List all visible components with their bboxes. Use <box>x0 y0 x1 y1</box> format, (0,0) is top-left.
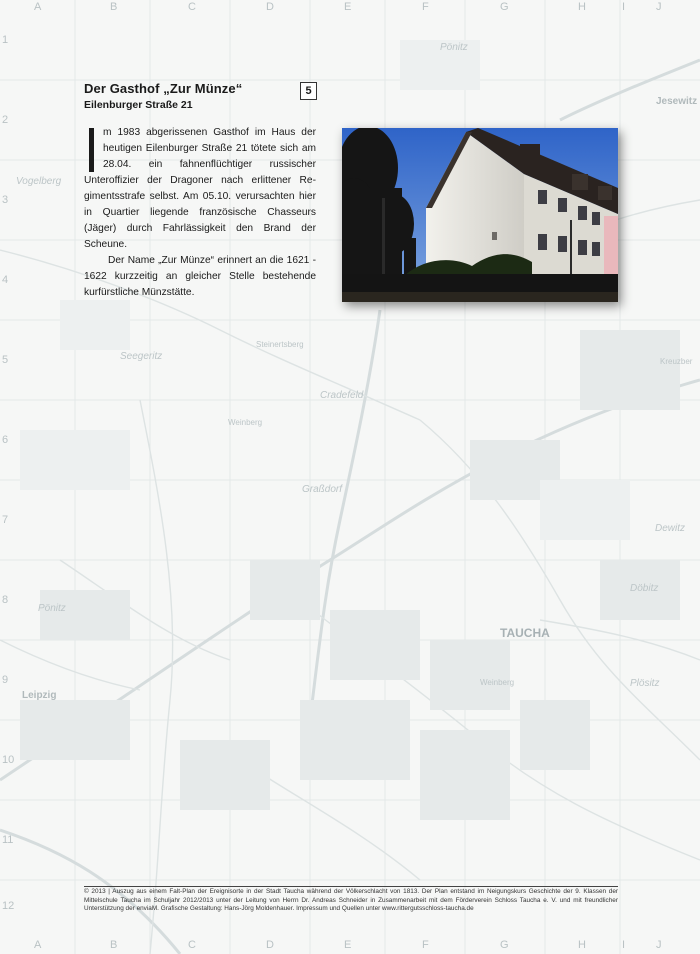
paragraph-2-text: Der Name „Zur Münze“ erinnert an die 1621 - 1622 kurzzeitig an gleicher Stelle bestehende kurfürstliche Münzstätte. <box>84 255 316 298</box>
grid-col-label: G <box>500 939 509 951</box>
grid-row-label: 2 <box>2 114 9 126</box>
map-place-label: TAUCHA <box>500 626 550 640</box>
grid-row-label: 6 <box>2 434 9 446</box>
grid-row-label: 3 <box>2 194 9 206</box>
grid-col-label: A <box>34 939 42 951</box>
footer-credits: © 2013 | Auszug aus einem Falt-Plan der Ereignisorte in der Stadt Taucha während der Völkerschlacht von 1813. Der Plan entstand im Neigungskurs Geschichte der 9. Klassen der Mittelschule Taucha im Schuljahr 2012/2013 unter der Leitung von Herrn Dr. Andreas Schneider in Zusammenarbeit mit dem Förderverein Schloss Taucha e. V. und mit freundlicher Unterstützung der enviaM. Grafische Gestaltung: Hans-Jörg Moldenhauer. Impressum und Quellen unter www.rittergutsschloss-taucha.de <box>84 888 618 913</box>
grid-row-label: 1 <box>2 34 9 46</box>
map-place-label: Cradefeld <box>320 390 364 401</box>
grid-row-label: 7 <box>2 514 9 526</box>
grid-col-label: D <box>266 939 274 951</box>
article-title: Der Gasthof „Zur Münze“ <box>84 81 243 96</box>
grid-row-label: 9 <box>2 674 9 686</box>
map-place-label: Graßdorf <box>302 484 343 495</box>
grid-col-label: G <box>500 1 509 13</box>
map-place-label: Dewitz <box>655 523 686 534</box>
map-place-label: Leipzig <box>22 690 57 701</box>
grid-col-label: I <box>622 1 626 13</box>
location-number-badge: 5 <box>300 82 317 100</box>
map-place-label: Pönitz <box>440 42 468 53</box>
grid-row-label: 10 <box>2 754 15 766</box>
map-place-label: Kreuzber <box>660 357 693 366</box>
grid-col-label: E <box>344 1 352 13</box>
paragraph-1-text: m 1983 abgerissenen Gasthof im Haus der heutigen Eilenburger Straße 21 tötete sich am 28.04. ein fahnenflüchtiger russischer Unteroffizier der Dragoner nach erlittener Regimentsstrafe selbst. Am 05.10. verursachten hier in Quartier liegende französische Chasseurs (Jäger) durch Fahrlässigkeit den Brand der Scheune. <box>84 127 316 250</box>
article-body <box>84 125 316 301</box>
drop-cap-i <box>89 128 94 172</box>
grid-col-label: J <box>656 939 662 951</box>
grid-col-label: J <box>656 1 662 13</box>
map-place-label: Steinertsberg <box>256 340 304 349</box>
map-place-label: Weinberg <box>480 678 515 687</box>
footer-divider <box>84 886 618 887</box>
grid-row-label: 4 <box>2 274 9 286</box>
building-photo-image <box>342 128 618 302</box>
map-place-label: Plösitz <box>630 678 660 689</box>
map-place-label: Vogelberg <box>16 176 62 187</box>
map-place-label: Seegeritz <box>120 351 163 362</box>
grid-col-label: C <box>188 1 196 13</box>
map-place-label: Jesewitz <box>656 96 698 107</box>
grid-col-label: I <box>622 939 626 951</box>
grid-row-label: 11 <box>2 834 14 846</box>
grid-col-label: C <box>188 939 196 951</box>
map-place-label: Pönitz <box>38 603 66 614</box>
building-photo <box>342 128 618 302</box>
grid-row-label: 8 <box>2 594 9 606</box>
article-address: Eilenburger Straße 21 <box>84 99 193 111</box>
grid-col-label: H <box>578 939 586 951</box>
grid-col-label: F <box>422 1 429 13</box>
grid-col-label: B <box>110 939 118 951</box>
grid-row-label: 5 <box>2 354 9 366</box>
grid-col-label: D <box>266 1 274 13</box>
grid-col-label: H <box>578 1 586 13</box>
map-place-label: Döbitz <box>630 583 659 594</box>
grid-col-label: B <box>110 1 118 13</box>
article-paragraph <box>84 125 316 253</box>
article-paragraph <box>84 253 316 301</box>
grid-row-label: 12 <box>2 900 15 912</box>
grid-col-label: F <box>422 939 429 951</box>
grid-col-label: E <box>344 939 352 951</box>
grid-col-label: A <box>34 1 42 13</box>
map-place-label: Weinberg <box>228 418 263 427</box>
